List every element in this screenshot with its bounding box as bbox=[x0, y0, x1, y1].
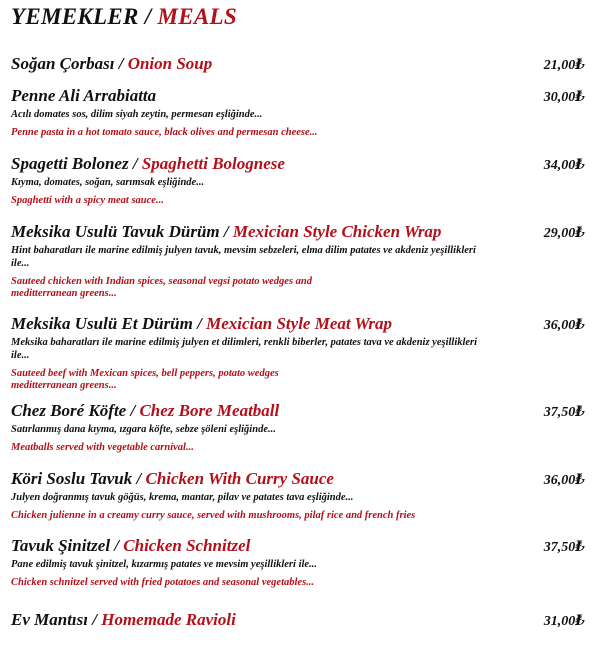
item-name: Chez Boré Köfte / Chez Bore Meatball bbox=[11, 401, 280, 420]
menu-item-curry-chicken bbox=[11, 469, 586, 522]
item-name-turkish: Tavuk Şinitzel bbox=[11, 536, 111, 555]
item-description-english: Chicken schnitzel served with fried potatoes and seasonal vegetables... bbox=[11, 577, 315, 588]
item-description-turkish: Meksika baharatları ile marine edilmiş julyen et dilimleri, renkli biberler, patates tava ve akdeniz yeşillikleri ile... bbox=[11, 337, 478, 361]
item-description-turkish: Acılı domates sos, dilim siyah zeytin, permesan eşliğinde... bbox=[11, 109, 263, 120]
item-description-turkish: Julyen doğranmış tavuk göğüs, krema, mantar, pilav ve patates tava eşliğinde... bbox=[11, 492, 354, 503]
item-price: 36,00₺ bbox=[543, 473, 585, 488]
item-name: Tavuk Şinitzel / Chicken Schnitzel bbox=[11, 536, 251, 555]
item-price: 36,00₺ bbox=[543, 318, 585, 333]
menu-item-chez-bore-meatball bbox=[11, 401, 586, 454]
item-price: 34,00₺ bbox=[543, 158, 585, 173]
item-description-turkish: Satırlanmış dana kıyma, ızgara köfte, sebze şöleni eşliğinde... bbox=[11, 424, 276, 435]
item-name-turkish: Meksika Usulü Et Dürüm bbox=[11, 314, 193, 333]
item-name-english: Mexician Style Meat Wrap bbox=[206, 314, 393, 333]
item-name-english: Onion Soup bbox=[127, 54, 213, 73]
item-description-english: Penne pasta in a hot tomato sauce, black olives and permesan cheese... bbox=[11, 127, 318, 138]
item-name: Soğan Çorbası / Onion Soup bbox=[11, 54, 213, 73]
item-name-turkish: Soğan Çorbası bbox=[11, 54, 115, 73]
item-price: 30,00₺ bbox=[543, 90, 585, 105]
item-name bbox=[11, 86, 156, 106]
item-description-turkish: Kıyma, domates, soğan, sarımsak eşliğinde... bbox=[11, 177, 205, 188]
item-name-turkish: Meksika Usulü Tavuk Dürüm bbox=[11, 222, 220, 241]
title-turkish: YEMEKLER bbox=[11, 4, 139, 29]
menu-item-penne-arrabiata bbox=[11, 86, 586, 139]
item-name: Meksika Usulü Tavuk Dürüm / Mexician Style Chicken Wrap bbox=[11, 222, 442, 241]
menu-title bbox=[11, 4, 237, 30]
item-name-english: Chicken With Curry Sauce bbox=[145, 469, 334, 488]
item-price: 37,50₺ bbox=[543, 405, 585, 420]
item-name-turkish: Ev Mantısı bbox=[11, 610, 88, 629]
item-name-english: Chez Bore Meatball bbox=[139, 401, 280, 420]
item-name: Köri Soslu Tavuk / Chicken With Curry Sauce bbox=[11, 469, 334, 488]
item-name: Ev Mantısı / Homemade Ravioli bbox=[11, 610, 236, 629]
item-name-english: Mexician Style Chicken Wrap bbox=[232, 222, 442, 241]
item-price: 29,00₺ bbox=[543, 226, 585, 241]
menu-item-homemade-ravioli bbox=[11, 610, 586, 630]
item-name: Meksika Usulü Et Dürüm / Mexician Style Meat Wrap bbox=[11, 314, 393, 333]
item-description-turkish: Hint baharatları ile marine edilmiş julyen tavuk, mevsim sebzeleri, elma dilim patates ve akdeniz yeşillikleri ile... bbox=[11, 245, 476, 269]
item-description-english: Meatballs served with vegetable carnival... bbox=[11, 442, 194, 453]
item-name-english: Chicken Schnitzel bbox=[123, 536, 251, 555]
item-price: 37,50₺ bbox=[543, 540, 585, 555]
menu-item-chicken-wrap bbox=[11, 222, 586, 300]
title-separator: / bbox=[138, 4, 158, 29]
item-description-english: Sauteed chicken with Indian spices, seasonal vegsi potato wedges and meditterranean greens... bbox=[11, 276, 313, 299]
item-name-turkish: Köri Soslu Tavuk bbox=[11, 469, 133, 488]
item-description-english: Sauteed beef with Mexican spices, bell peppers, potato wedges meditterranean greens... bbox=[11, 368, 279, 391]
menu-item-chicken-schnitzel bbox=[11, 536, 586, 589]
item-price: 31,00₺ bbox=[543, 614, 585, 629]
item-description-turkish: Pane edilmiş tavuk şinitzel, kızarmış patates ve mevsim yeşillikleri ile... bbox=[11, 559, 317, 570]
item-name-turkish: Spagetti Bolonez bbox=[11, 154, 129, 173]
item-price: 21,00₺ bbox=[543, 58, 585, 73]
menu-item-spaghetti-bolognese bbox=[11, 154, 586, 207]
item-description-english: Spaghetti with a spicy meat sauce... bbox=[11, 195, 164, 206]
item-name: Spagetti Bolonez / Spaghetti Bolognese bbox=[11, 154, 285, 173]
item-name-turkish: Chez Boré Köfte bbox=[11, 401, 127, 420]
menu-item-onion-soup bbox=[11, 54, 586, 74]
title-english: MEALS bbox=[157, 4, 237, 29]
menu-item-meat-wrap bbox=[11, 314, 586, 392]
item-name-english: Spaghetti Bolognese bbox=[141, 154, 285, 173]
item-name-english: Homemade Ravioli bbox=[101, 610, 236, 629]
item-name-turkish: Penne Ali Arrabiatta bbox=[11, 86, 157, 105]
item-description-english: Chicken julienne in a creamy curry sauce, served with mushrooms, pilaf rice and french fries bbox=[11, 510, 416, 521]
